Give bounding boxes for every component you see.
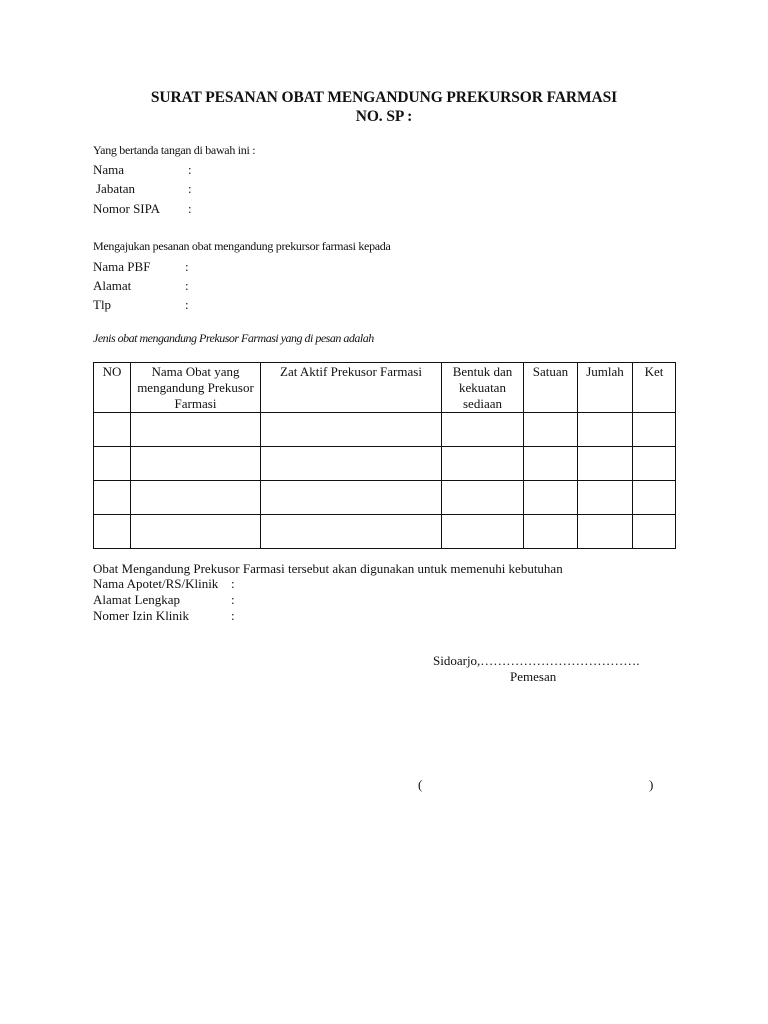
purpose-field-facility-colon: : — [231, 576, 235, 591]
column-header-active-substance: Zat Aktif Prekusor Farmasi — [261, 363, 442, 413]
table-row — [94, 413, 676, 447]
signature-open-paren: ( — [418, 777, 423, 792]
table-cell[interactable] — [131, 515, 261, 549]
table-cell[interactable] — [94, 481, 131, 515]
table-cell[interactable] — [633, 515, 676, 549]
column-header-dosage-form: Bentuk dan kekuatan sediaan — [442, 363, 524, 413]
purpose-field-license-label: Nomer Izin Klinik — [93, 608, 190, 623]
table-cell[interactable] — [578, 515, 633, 549]
supplier-intro: Mengajukan pesanan obat mengandung prekursor farmasi kepada — [93, 239, 391, 253]
column-header-quantity: Jumlah — [578, 363, 633, 413]
table-row — [94, 515, 676, 549]
table-cell[interactable] — [578, 481, 633, 515]
column-header-drug-name: Nama Obat yang mengandung Prekusor Farmasi — [131, 363, 261, 413]
table-cell[interactable] — [524, 447, 578, 481]
order-table-header-row — [94, 363, 676, 413]
table-cell[interactable] — [131, 481, 261, 515]
table-cell[interactable] — [524, 413, 578, 447]
supplier-field-phone-label: Tlp — [93, 297, 112, 312]
table-cell[interactable] — [578, 413, 633, 447]
signer-field-name-label: Nama — [93, 162, 125, 177]
table-cell[interactable] — [261, 413, 442, 447]
order-intro: Jenis obat mengandung Prekusor Farmasi yang di pesan adalah — [93, 331, 374, 345]
table-cell[interactable] — [633, 447, 676, 481]
purpose-field-facility-label: Nama Apotet/RS/Klinik — [93, 576, 219, 591]
table-row — [94, 447, 676, 481]
signer-intro: Yang bertanda tangan di bawah ini : — [93, 143, 256, 157]
signer-field-sipa-label: Nomor SIPA — [93, 201, 161, 216]
signature-role: Pemesan — [510, 669, 557, 684]
table-cell[interactable] — [633, 413, 676, 447]
table-cell[interactable] — [442, 447, 524, 481]
column-header-no: NO — [94, 363, 131, 413]
supplier-field-phone-colon: : — [185, 297, 189, 312]
table-cell[interactable] — [261, 515, 442, 549]
table-cell[interactable] — [442, 515, 524, 549]
table-cell[interactable] — [524, 515, 578, 549]
column-header-unit: Satuan — [524, 363, 578, 413]
table-cell[interactable] — [94, 447, 131, 481]
signature-place-date: Sidoarjo,………………………………. — [433, 653, 640, 668]
table-cell[interactable] — [524, 481, 578, 515]
purpose-field-address-colon: : — [231, 592, 235, 607]
purpose-field-license-colon: : — [231, 608, 235, 623]
supplier-field-pbf-label: Nama PBF — [93, 259, 151, 274]
table-cell[interactable] — [261, 481, 442, 515]
supplier-field-address-label: Alamat — [93, 278, 132, 293]
table-cell[interactable] — [131, 447, 261, 481]
table-cell[interactable] — [131, 413, 261, 447]
table-cell[interactable] — [261, 447, 442, 481]
table-cell[interactable] — [633, 481, 676, 515]
table-cell[interactable] — [578, 447, 633, 481]
document-title: SURAT PESANAN OBAT MENGANDUNG PREKURSOR FARMASI — [150, 89, 618, 106]
signer-field-position-label: Jabatan — [96, 181, 135, 196]
purpose-intro: Obat Mengandung Prekusor Farmasi tersebut akan digunakan untuk memenuhi kebutuhan — [93, 561, 563, 576]
column-header-notes: Ket — [633, 363, 676, 413]
purpose-field-address-label: Alamat Lengkap — [93, 592, 180, 607]
supplier-field-pbf-colon: : — [185, 259, 189, 274]
order-table — [93, 362, 676, 549]
table-row — [94, 481, 676, 515]
supplier-field-address-colon: : — [185, 278, 189, 293]
table-cell[interactable] — [442, 481, 524, 515]
signer-field-name-colon: : — [188, 162, 192, 177]
signer-field-sipa-colon: : — [188, 201, 192, 216]
signer-field-position-colon: : — [188, 181, 192, 196]
signature-close-paren: ) — [649, 777, 654, 792]
table-cell[interactable] — [94, 413, 131, 447]
sp-number-label: NO. SP : — [355, 108, 413, 125]
table-cell[interactable] — [94, 515, 131, 549]
table-cell[interactable] — [442, 413, 524, 447]
